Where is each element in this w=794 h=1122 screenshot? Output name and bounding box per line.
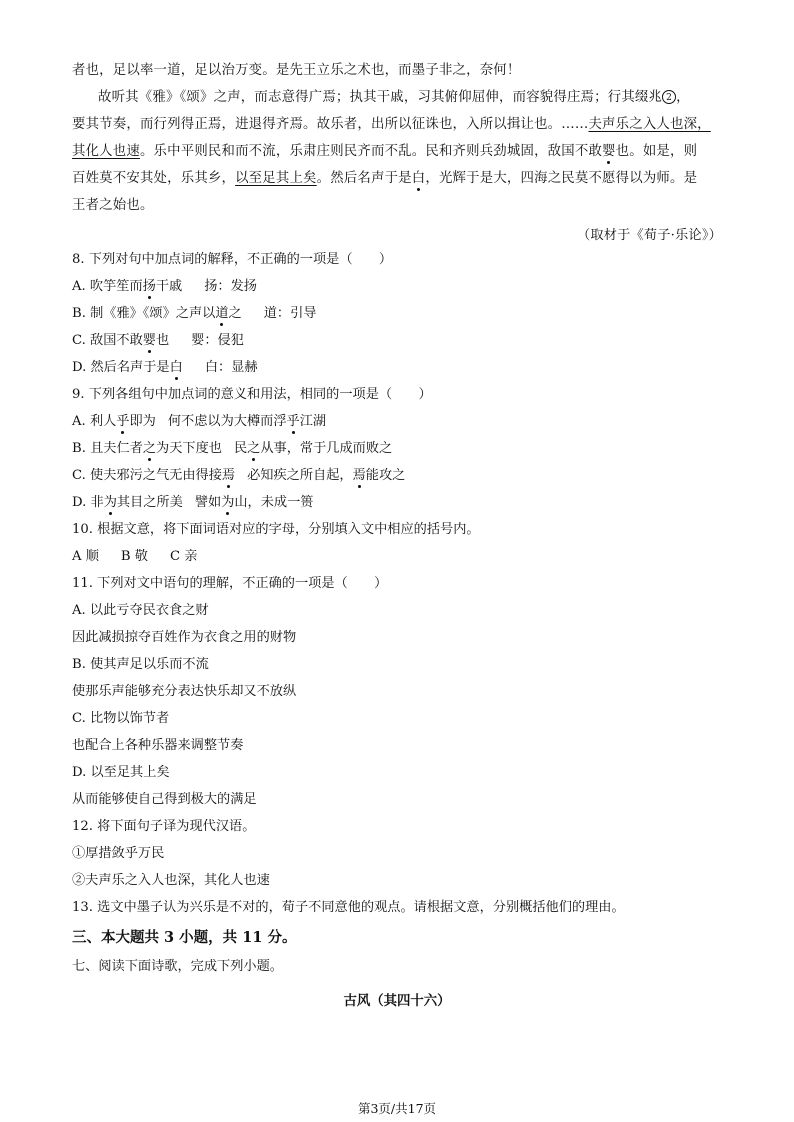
dotted-word: 婴 bbox=[602, 144, 616, 159]
q9-option-a: A. 利人乎即为 何不虑以为大樽而浮乎江湖 bbox=[72, 414, 327, 429]
q11-option-d-translation: 从而能够使自己得到极大的满足 bbox=[72, 792, 257, 807]
q9-stem: 9. 下列各组句中加点词的意义和用法，相同的一项是（ ） bbox=[72, 387, 432, 402]
q8-stem: 8. 下列对句中加点词的解释，不正确的一项是（ ） bbox=[72, 252, 393, 267]
passage-line-1: 者也，足以率一道，足以治万变。是先王立乐之术也，而墨子非之，奈何！ bbox=[72, 63, 521, 78]
q8-option-d: D. 然后名声于是白 白：显赫 bbox=[72, 360, 258, 375]
dotted-word: 白 bbox=[411, 171, 426, 186]
underlined-sentence: 以至足其上矣 bbox=[235, 171, 317, 186]
q12-stem: 12. 将下面句子译为现代汉语。 bbox=[72, 819, 256, 834]
passage-line-4: 其化人也速。乐中平则民和而不流，乐肃庄则民齐而不乱。民和齐则兵劲城固，敌国不敢婴也。如是，则 bbox=[72, 144, 698, 159]
q12-sentence-2: ②夫声乐之入人也深，其化人也速 bbox=[72, 873, 270, 888]
q13-stem: 13. 选文中墨子认为兴乐是不对的，荀子不同意他的观点。请根据文意，分别概括他们的理由。 bbox=[72, 900, 625, 915]
q8-option-a: A. 吹竽笙而扬干戚 扬：发扬 bbox=[72, 279, 257, 294]
underlined-sentence: 夫声乐之入人也深， bbox=[588, 117, 711, 132]
q9-option-b: B. 且夫仁者之为天下度也 民之从事，常于几成而败之 bbox=[72, 441, 393, 456]
q10-stem: 10. 根据文意，将下面词语对应的字母，分别填入文中相应的括号内。 bbox=[72, 522, 480, 537]
section-heading: 三、本大题共 3 小题，共 11 分。 bbox=[72, 929, 297, 946]
passage-line-3: 要其节奏，而行列得正焉，进退得齐焉。故乐者，出所以征诛也，入所以揖让也。……夫声乐之入人也深， bbox=[72, 117, 711, 132]
q11-option-d: D. 以至足其上矣 bbox=[72, 765, 170, 780]
passage-line-2: 故听其《雅》《颂》之声，而志意得广焉；执其干戚，习其俯仰屈伸，而容貌得庄焉；行其缀兆 2 ， bbox=[98, 90, 690, 105]
q11-option-c: C. 比物以饰节者 bbox=[72, 711, 170, 726]
q12-sentence-1: ①厚措敛乎万民 bbox=[72, 846, 165, 861]
q8-option-c: C. 敌国不敢婴也 婴：侵犯 bbox=[72, 333, 244, 348]
passage-source: （取材于《荀子·乐论》） bbox=[576, 228, 722, 243]
q11-option-b: B. 使其声足以乐而不流 bbox=[72, 657, 209, 672]
q11-option-c-translation: 也配合上各种乐器来调整节奏 bbox=[72, 738, 244, 753]
passage-line-5: 百姓莫不安其处，乐其乡，以至足其上矣。然后名声于是白，光辉于是大，四海之民莫不愿得以为师。是 bbox=[72, 171, 698, 186]
q8-option-b: B. 制《雅》《颂》之声以道之 道：引导 bbox=[72, 306, 317, 321]
q9-option-d: D. 非为其目之所美 譬如为山，未成一篑 bbox=[72, 495, 314, 510]
q10-options: A 顺 B 敬 C 亲 bbox=[72, 549, 198, 564]
underlined-sentence: 其化人也速 bbox=[72, 144, 140, 159]
q11-stem: 11. 下列对文中语句的理解，不正确的一项是（ ） bbox=[72, 576, 388, 591]
q9-option-c: C. 使夫邪污之气无由得接焉 必知疾之所自起，焉能攻之 bbox=[72, 468, 406, 483]
passage-line-6: 王者之始也。 bbox=[72, 198, 154, 213]
section-intro: 七、阅读下面诗歌，完成下列小题。 bbox=[72, 959, 283, 974]
q11-option-a: A. 以此亏夺民衣食之财 bbox=[72, 603, 209, 618]
poem-title: 古风（其四十六） bbox=[343, 993, 451, 1009]
circled-number: 2 bbox=[662, 90, 676, 104]
q11-option-a-translation: 因此减损掠夺百姓作为衣食之用的财物 bbox=[72, 630, 297, 645]
page-number: 第3页/共17页 bbox=[357, 1101, 437, 1116]
q11-option-b-translation: 使那乐声能够充分表达快乐却又不放纵 bbox=[72, 684, 297, 699]
